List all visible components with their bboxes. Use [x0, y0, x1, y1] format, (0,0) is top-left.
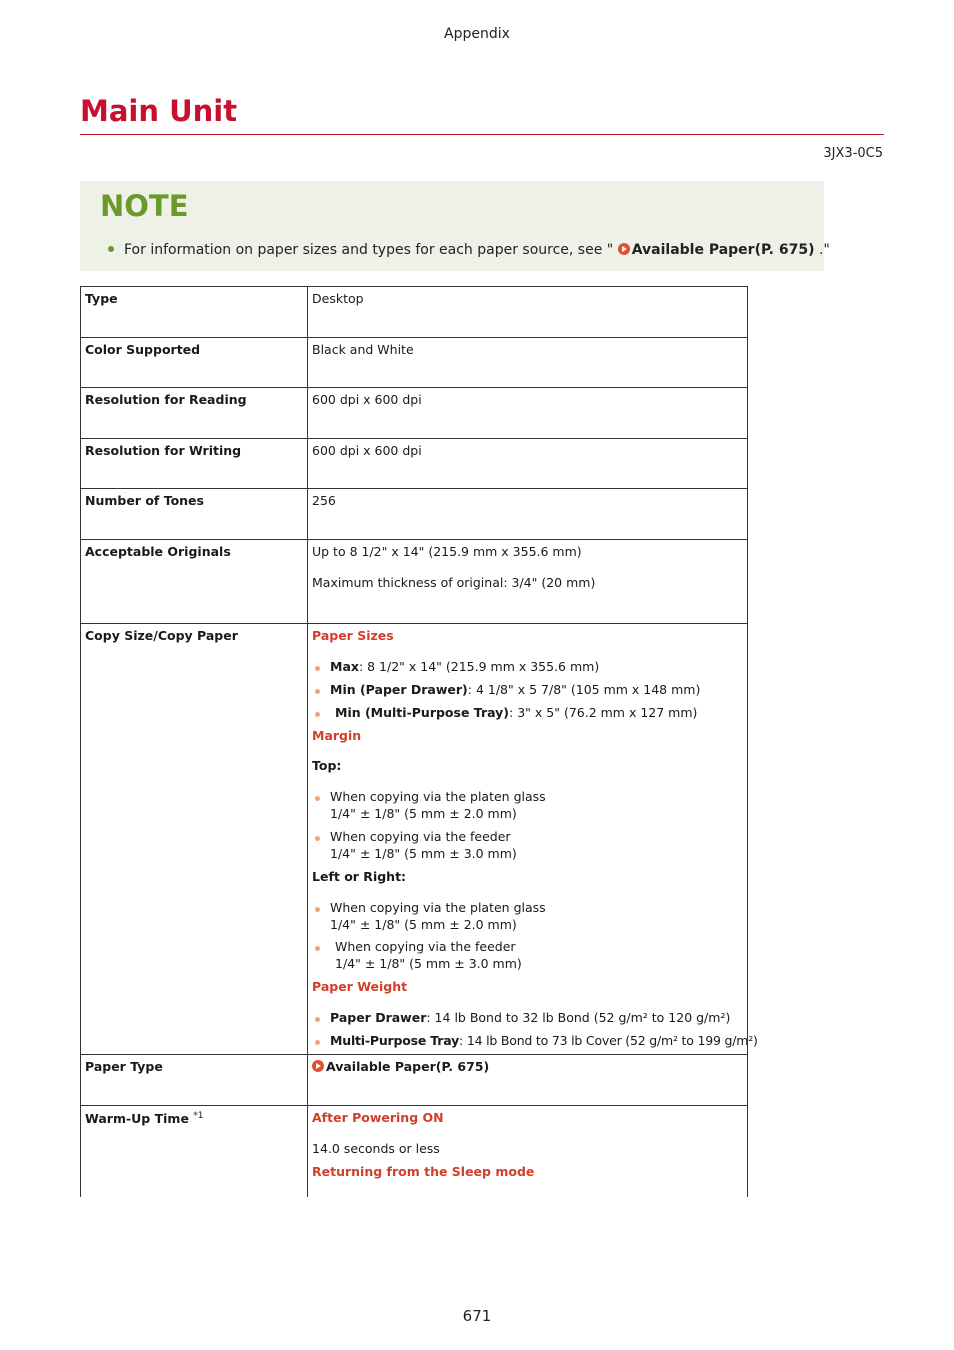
footnote-marker: *1	[193, 1110, 204, 1121]
doc-code: 3JX3-0C5	[823, 146, 883, 161]
list-item: Min (Paper Drawer): 4 1/8" x 5 7/8" (105 mm x 148 mm)	[312, 682, 743, 699]
row-label: Number of Tones	[81, 489, 308, 540]
paper-sizes-list	[312, 659, 743, 722]
link-arrow-icon[interactable]	[312, 1060, 324, 1072]
table-row	[81, 338, 748, 388]
list-item: Min (Multi-Purpose Tray): 3" x 5" (76.2 mm x 127 mm)	[312, 705, 743, 722]
originals-size: Up to 8 1/2" x 14" (215.9 mm x 355.6 mm)	[312, 544, 582, 559]
list-item: Multi-Purpose Tray: 14 lb Bond to 73 lb Cover (52 g/m² to 199 g/m²)	[312, 1033, 743, 1050]
table-row	[81, 287, 748, 338]
row-value: 600 dpi x 600 dpi	[308, 439, 748, 489]
margin-top-label: Top:	[312, 758, 342, 774]
link-arrow-icon[interactable]	[618, 243, 630, 255]
margin-lr-label: Left or Right:	[312, 868, 407, 884]
paper-weight-list	[312, 1010, 758, 1050]
note-heading: NOTE	[100, 189, 189, 223]
list-item: When copying via the platen glass 1/4" ± 1/8" (5 mm ± 2.0 mm)	[312, 900, 743, 934]
margin-lr-list	[312, 900, 743, 974]
margin-top-list	[312, 789, 743, 863]
list-item: Max: 8 1/2" x 14" (215.9 mm x 355.6 mm)	[312, 659, 743, 676]
row-label: Resolution for Reading	[81, 388, 308, 439]
list-item: When copying via the feeder 1/4" ± 1/8" (5 mm ± 3.0 mm)	[312, 829, 743, 863]
paper-sizes-heading: Paper Sizes	[312, 628, 394, 643]
note-box	[80, 181, 830, 271]
list-item: When copying via the feeder 1/4" ± 1/8" (5 mm ± 3.0 mm)	[312, 939, 743, 973]
after-powering-on-value: 14.0 seconds or less	[312, 1140, 440, 1156]
sleep-mode-heading: Returning from the Sleep mode	[312, 1163, 535, 1179]
row-value: Desktop	[308, 287, 748, 338]
table-row	[81, 388, 748, 439]
title-rule	[80, 134, 884, 135]
originals-thickness: Maximum thickness of original: 3/4" (20 mm)	[312, 574, 596, 590]
available-paper-link[interactable]: Available Paper(P. 675)	[326, 1058, 490, 1074]
table-row	[81, 1105, 748, 1197]
row-label: Type	[81, 287, 308, 338]
note-text-end: ."	[814, 242, 830, 258]
note-item	[108, 242, 830, 258]
row-label: Copy Size/Copy Paper	[81, 624, 308, 1055]
row-label: Resolution for Writing	[81, 439, 308, 489]
note-text: For information on paper sizes and types for each paper source, see "	[124, 242, 614, 258]
spec-table	[80, 286, 758, 1197]
bullet-icon	[108, 246, 114, 252]
page-title: Main Unit	[80, 94, 238, 128]
list-item: When copying via the platen glass 1/4" ± 1/8" (5 mm ± 2.0 mm)	[312, 789, 743, 823]
table-row	[81, 439, 748, 489]
table-row	[81, 540, 748, 624]
available-paper-link[interactable]: Available Paper(P. 675)	[631, 242, 815, 258]
after-powering-on-heading: After Powering ON	[312, 1109, 444, 1125]
table-row	[81, 1054, 748, 1105]
page-number: 671	[462, 1307, 492, 1325]
row-value: 600 dpi x 600 dpi	[308, 388, 748, 439]
row-label: Acceptable Originals	[81, 540, 308, 624]
margin-heading: Margin	[312, 727, 362, 743]
row-value	[308, 624, 758, 1055]
row-value: Black and White	[308, 338, 748, 388]
row-value	[308, 1054, 748, 1105]
row-label: Paper Type	[81, 1054, 308, 1105]
running-head: Appendix	[444, 26, 510, 42]
row-value	[308, 540, 748, 624]
list-item: Paper Drawer: 14 lb Bond to 32 lb Bond (52 g/m² to 120 g/m²)	[312, 1010, 743, 1027]
row-value: 256	[308, 489, 748, 540]
paper-weight-heading: Paper Weight	[312, 979, 408, 995]
row-label: Color Supported	[81, 338, 308, 388]
table-row	[81, 624, 748, 1055]
table-row	[81, 489, 748, 540]
row-value	[308, 1105, 748, 1197]
row-label: Warm-Up Time $^{*1}$	[81, 1105, 308, 1197]
